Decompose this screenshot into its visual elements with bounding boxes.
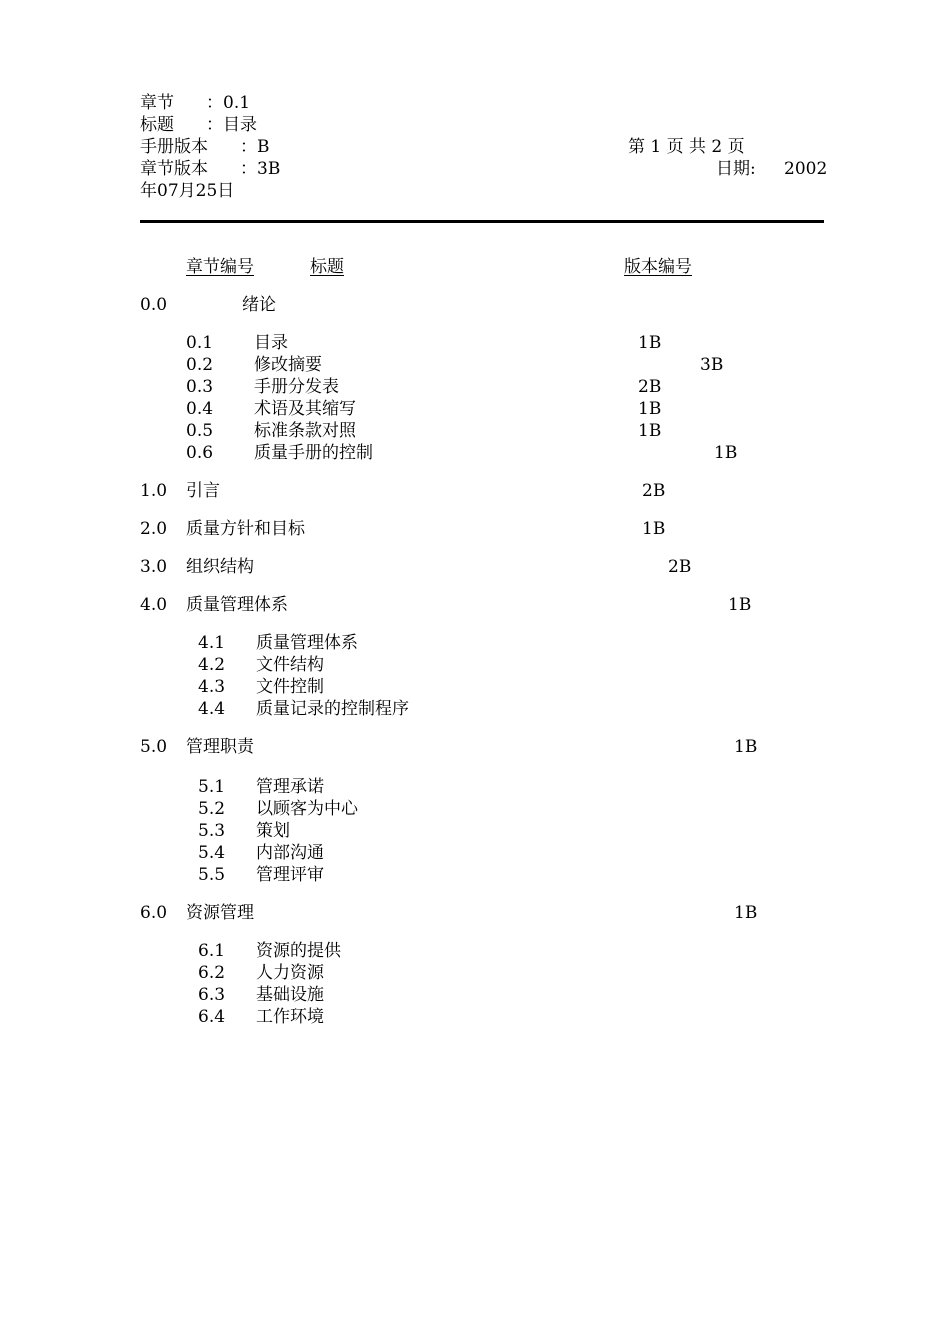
toc-title: 引言 [186,481,220,501]
manual-version-label: 手册版本 [140,137,208,157]
toc-version: 2B [642,481,666,501]
toc-title: 管理承诺 [256,777,324,797]
toc-version: 1B [734,737,758,757]
toc-title: 文件控制 [256,677,324,697]
toc-num: 6.3 [198,985,226,1005]
date-year: 2002 [784,159,828,179]
toc-num: 0.6 [186,443,214,463]
toc-num: 5.1 [198,777,226,797]
toc-title: 绪论 [242,295,276,315]
toc-num: 6.0 [140,903,168,923]
toc-version: 1B [638,421,662,441]
toc-title: 以顾客为中心 [256,799,358,819]
toc-num: 3.0 [140,557,168,577]
header-divider [140,220,824,223]
toc-num: 4.3 [198,677,226,697]
toc-num: 0.4 [186,399,214,419]
toc-title: 术语及其缩写 [254,399,356,419]
toc-version: 1B [638,333,662,353]
toc-version: 1B [638,399,662,419]
column-header-title: 标题 [310,257,344,277]
toc-title: 组织结构 [186,557,254,577]
toc-title: 内部沟通 [256,843,324,863]
toc-num: 6.4 [198,1007,226,1027]
chapter-version-label: 章节版本 [140,159,208,179]
toc-title: 目录 [254,333,288,353]
page-info: 第 1 页 共 2 页 [628,137,745,157]
toc-title: 基础设施 [256,985,324,1005]
toc-num: 6.2 [198,963,226,983]
toc-num: 0.5 [186,421,214,441]
toc-version: 1B [642,519,666,539]
toc-num: 5.3 [198,821,226,841]
toc-num: 1.0 [140,481,168,501]
toc-title: 管理职责 [186,737,254,757]
date-rest: 年07月25日 [140,181,235,201]
column-header-number: 章节编号 [186,257,254,277]
toc-version: 1B [728,595,752,615]
toc-title: 质量管理体系 [186,595,288,615]
toc-version: 2B [668,557,692,577]
toc-num: 6.1 [198,941,226,961]
toc-title: 质量方针和目标 [186,519,305,539]
toc-title: 资源的提供 [256,941,341,961]
toc-title: 策划 [256,821,290,841]
toc-num: 4.4 [198,699,226,719]
toc-num: 0.2 [186,355,214,375]
chapter-value: ：0.1 [206,93,251,113]
date-label: 日期: [716,159,756,179]
toc-num: 5.4 [198,843,226,863]
toc-title: 管理评审 [256,865,324,885]
toc-title: 标准条款对照 [254,421,356,441]
toc-title: 质量管理体系 [256,633,358,653]
toc-num: 0.3 [186,377,214,397]
chapter-label: 章节 [140,93,174,113]
toc-title: 文件结构 [256,655,324,675]
toc-title: 修改摘要 [254,355,322,375]
toc-title: 资源管理 [186,903,254,923]
toc-num: 4.2 [198,655,226,675]
toc-version: 3B [700,355,724,375]
toc-num: 0.0 [140,295,168,315]
toc-title: 人力资源 [256,963,324,983]
toc-title: 质量记录的控制程序 [256,699,409,719]
toc-num: 5.0 [140,737,168,757]
toc-num: 2.0 [140,519,168,539]
toc-version: 1B [734,903,758,923]
toc-num: 4.1 [198,633,226,653]
toc-title: 手册分发表 [254,377,339,397]
toc-num: 0.1 [186,333,214,353]
column-header-version: 版本编号 [624,257,692,277]
toc-title: 工作环境 [256,1007,324,1027]
title-label: 标题 [140,115,174,135]
toc-title: 质量手册的控制 [254,443,373,463]
toc-version: 2B [638,377,662,397]
toc-num: 4.0 [140,595,168,615]
toc-num: 5.5 [198,865,226,885]
toc-version: 1B [714,443,738,463]
chapter-version-value: ：3B [240,159,281,179]
toc-num: 5.2 [198,799,226,819]
manual-version-value: ：B [240,137,270,157]
title-value: ：目录 [206,115,257,135]
